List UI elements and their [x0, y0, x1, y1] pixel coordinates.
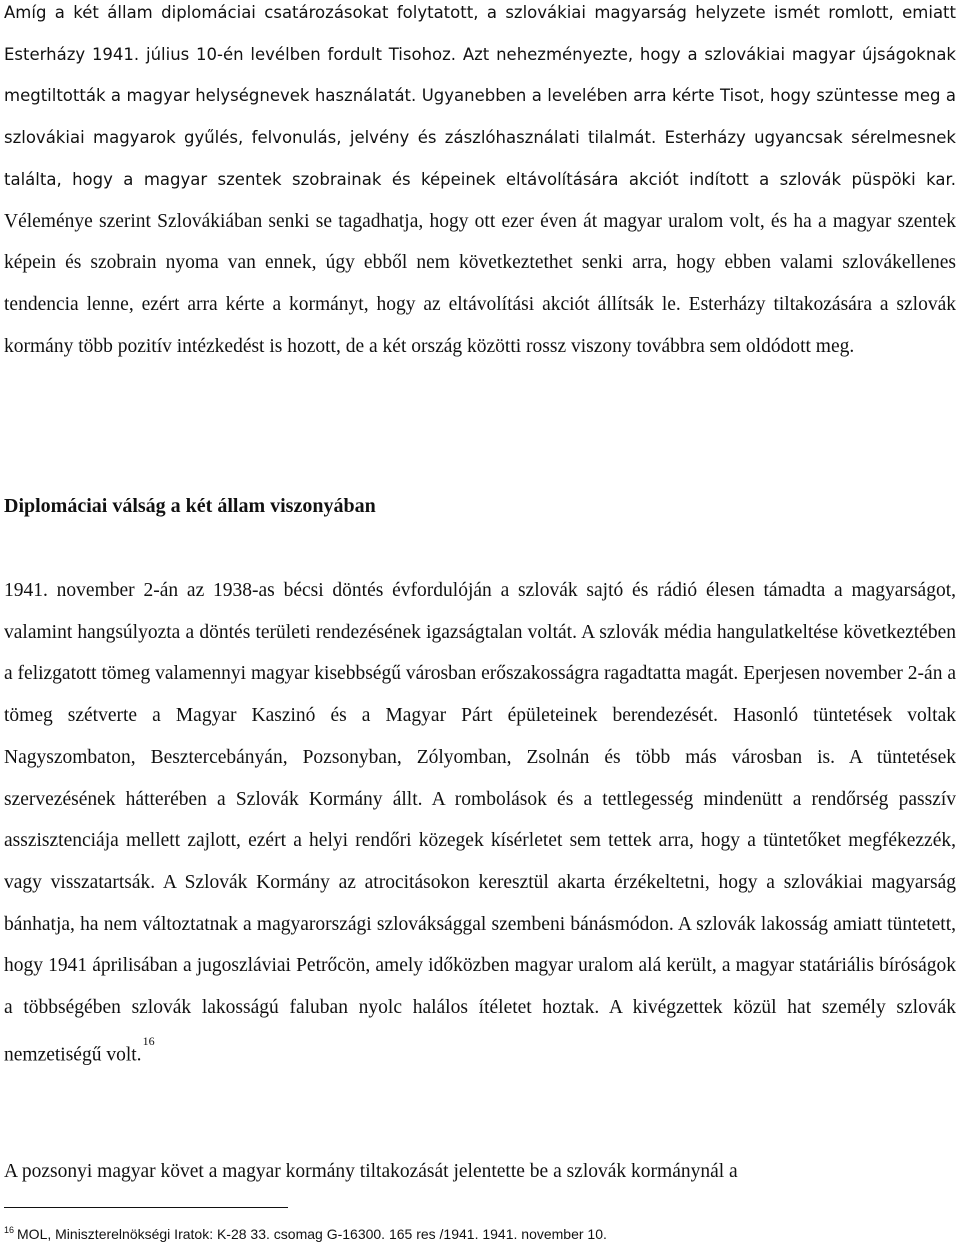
section-heading: Diplomáciai válság a két állam viszonyában: [4, 495, 376, 517]
paragraph-2-text: 1941. november 2-án az 1938-as bécsi döntés évfordulóján a szlovák sajtó és rádió élesen támadta a magyarságot, valamint hangsúlyozta a döntés területi rendezésének igazságtalan voltát. A szlovák média hangulatkeltése következtében a felizgatott tömeg valamennyi magyar kisebbségű városban erőszakosságra ragadtatta magát. Eperjesen november 2-án a tömeg szétverte a Magyar Kaszinó és a Magyar Párt épületeinek berendezését. Hasonló tüntetések voltak Nagyszombaton, Besztercebányán, Pozsonyban, Zólyomban, Zsolnán és több más városban is. A tüntetések szervezésének hátterében a Szlovák Kormány állt. A rombolások és a tettlegesség mindenütt a rendőrség passzív asszisztenciája mellett zajlott, ezért a helyi rendőri közegek kísérletet sem tettek arra, hogy a tüntetőket megfékezzék, vagy visszatartsák. A Szlovák Kormány az atrocitásokon keresztül akarta érzékeltetni, hogy a szlovákiai magyarság bánhatja, ha nem változtatnak a magyarországi szlováksággal szembeni bánásmódon. A szlovák lakosság amiatt tüntetett, hogy 1941 áprilisában a jugoszláviai Petrőcön, amely időközben magyar uralom alá került, a magyar statáriális bíróságok a többségében szlovák lakosságú faluban nyolc halálos ítéletet hoztak. A kivégzettek közül hat személy szlovák nemzetiségű volt.: [4, 580, 956, 1066]
footnote-reference[interactable]: 16: [142, 1033, 155, 1048]
paragraph-3: A pozsonyi magyar követ a magyar kormány tiltakozását jelentette be a szlovák kormánynál a: [4, 1161, 738, 1182]
paragraph-1-part-2: Véleménye szerint Szlovákiában senki se tagadhatja, hogy ott ezer éven át magyar uralom volt, és ha a magyar szentek képein és szobrain nyoma van ennek, úgy ebből nem következtethet senki arra, hogy ebben valami szlovákellenes tendencia lenne, ezért arra kérte a kormányt, hogy az eltávolítási akciót állítsák le. Esterházy tiltakozására a szlovák kormány több pozitív intézkedést is hozott, de a két ország közötti rossz viszony továbbra sem oldódott meg.: [4, 210, 956, 357]
footnote-divider: [4, 1207, 288, 1208]
footnote-text: MOL, Miniszterelnökségi Iratok: K-28 33. csomag G-16300. 165 res /1941. 1941. november 10.: [17, 1226, 607, 1242]
footnote: [4, 1224, 607, 1246]
paragraph-2: [4, 570, 956, 1076]
paragraph-1: [4, 0, 956, 367]
footnote-number: 16: [4, 1225, 15, 1235]
paragraph-1-part-1: Amíg a két állam diplomáciai csatározásokat folytatott, a szlovákiai magyarság helyzete ismét romlott, emiatt Esterházy 1941. július 10-én levélben fordult Tisohoz. Azt nehezményezte, hogy a szlovákiai magyar újságoknak megtiltották a magyar helységnevek használatát. Ugyanebben a levelében arra kérte Tisot, hogy szüntesse meg a szlovákiai magyarok gyűlés, felvonulás, jelvény és zászlóhasználati tilalmát. Esterházy ugyancsak sérelmesnek találta, hogy a magyar szentek szobrainak és képeinek eltávolítására akciót indított a szlovák püspöki kar.: [4, 3, 956, 189]
